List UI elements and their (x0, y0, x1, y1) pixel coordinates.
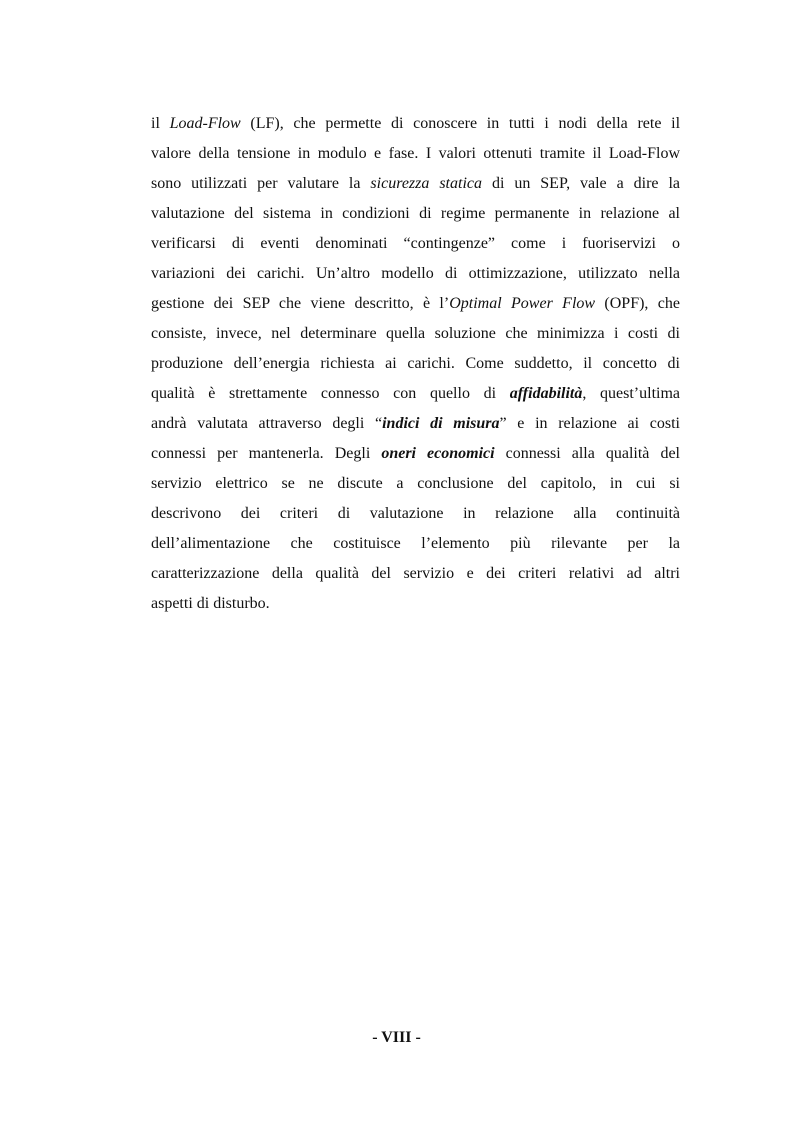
text-segment: variazioni dei carichi. Un’altro modello di ottimizzazione, utilizzato nella (151, 265, 680, 282)
text-segment: valutazione del sistema in condizioni di regime permanente in relazione al (151, 205, 680, 222)
italic-term: Load-Flow (169, 115, 241, 132)
emphasized-term: affidabilità (509, 385, 583, 402)
text-segment: servizio elettrico se ne discute a conclusione del capitolo, in cui si (151, 475, 680, 492)
emphasized-term: oneri economici (381, 445, 495, 462)
paragraph-line (151, 379, 680, 409)
paragraph-line (151, 469, 680, 499)
paragraph-line (151, 349, 680, 379)
paragraph-line (151, 439, 680, 469)
italic-term: Optimal Power Flow (449, 295, 596, 312)
body-paragraph (151, 109, 680, 619)
text-segment: di un SEP, vale a dire la (482, 175, 680, 192)
text-segment: (OPF), che (595, 295, 680, 312)
text-segment: , quest’ultima (582, 385, 680, 402)
paragraph-line (151, 559, 680, 589)
text-segment: (LF), che permette di conoscere in tutti i nodi della rete il (240, 115, 680, 132)
text-segment: consiste, invece, nel determinare quella soluzione che minimizza i costi di (151, 325, 680, 342)
text-segment: connessi alla qualità del (494, 445, 680, 462)
paragraph-line (151, 169, 680, 199)
text-segment: ” e in relazione ai costi (499, 415, 680, 432)
emphasized-term: indici di misura (382, 415, 500, 432)
italic-term: sicurezza statica (370, 175, 482, 192)
text-segment: sono utilizzati per valutare la (151, 175, 371, 192)
text-segment: valore della tensione in modulo e fase. I valori ottenuti tramite il Load-Flow (151, 145, 680, 162)
paragraph-line (151, 259, 680, 289)
text-segment: gestione dei SEP che viene descritto, è l’ (151, 295, 450, 312)
text-segment: andrà valutata attraverso degli “ (151, 415, 383, 432)
paragraph-line (151, 319, 680, 349)
paragraph-line (151, 499, 680, 529)
text-segment: il (151, 115, 170, 132)
text-segment: aspetti di disturbo. (151, 595, 270, 612)
paragraph-line (151, 529, 680, 559)
text-segment: caratterizzazione della qualità del servizio e dei criteri relativi ad altri (151, 565, 680, 582)
text-segment: qualità è strettamente connesso con quello di (151, 385, 510, 402)
text-segment: connessi per mantenerla. Degli (151, 445, 382, 462)
text-segment: dell’alimentazione che costituisce l’elemento più rilevante per la (151, 535, 680, 552)
paragraph-line (151, 229, 680, 259)
paragraph-line (151, 589, 680, 619)
text-segment: produzione dell’energia richiesta ai carichi. Come suddetto, il concetto di (151, 355, 680, 372)
paragraph-line (151, 109, 680, 139)
text-segment: verificarsi di eventi denominati “contingenze” come i fuoriservizi o (151, 235, 680, 252)
paragraph-line (151, 289, 680, 319)
paragraph-line (151, 409, 680, 439)
page-number: - VIII - (372, 1029, 421, 1046)
text-segment: descrivono dei criteri di valutazione in relazione alla continuità (151, 505, 680, 522)
paragraph-line (151, 199, 680, 229)
paragraph-line (151, 139, 680, 169)
